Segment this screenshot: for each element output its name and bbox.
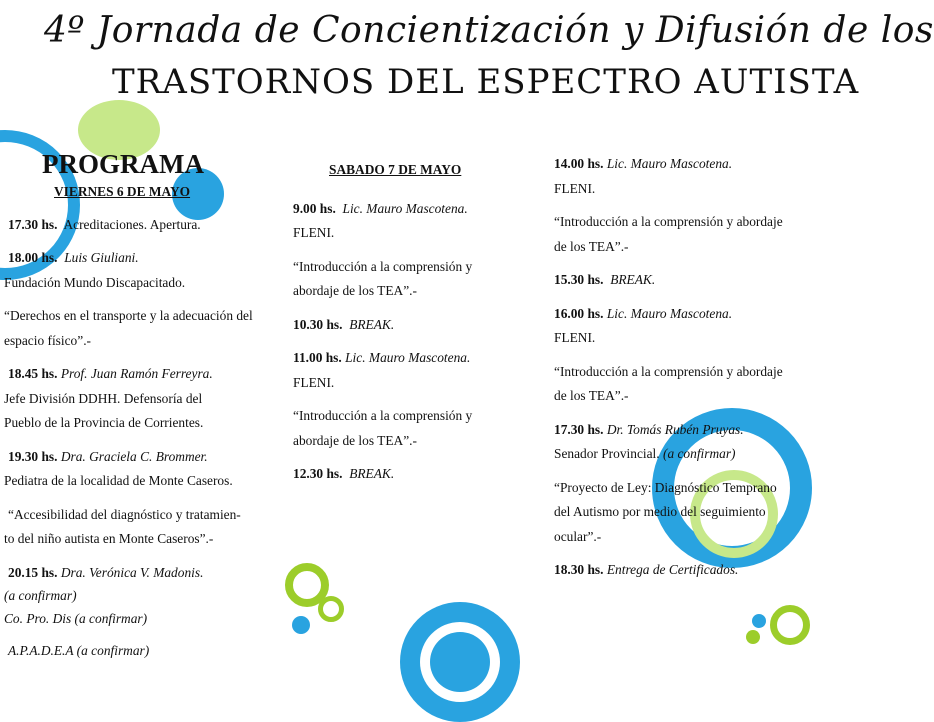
- page-title-line2: TRASTORNOS DEL ESPECTRO AUTISTA: [112, 62, 860, 102]
- day-heading-viernes: VIERNES 6 DE MAYO: [54, 184, 191, 199]
- list-item: “Introducción a la comprensión y abordaje de los TEA”.-: [293, 408, 473, 448]
- decor-circle-mid-green-small: [318, 596, 344, 622]
- decor-circle-bottom-right-blue: [752, 614, 766, 628]
- list-item: 18.45 hs. Prof. Juan Ramón Ferreyra. Jefe División DDHH. Defensoría del Pueblo de la Provincia de Corrientes.: [4, 366, 213, 430]
- column-sabado: [293, 158, 503, 496]
- programa-heading: PROGRAMA: [42, 149, 204, 179]
- list-item: A.P.A.D.E.A (a confirmar): [8, 642, 150, 658]
- list-item: 15.30 hs. BREAK.: [554, 272, 656, 287]
- list-item: “Introducción a la comprensión y abordaje de los TEA”.-: [293, 258, 473, 298]
- decor-circle-bottom-blue-core: [430, 632, 490, 692]
- list-item: “Accesibilidad del diagnóstico y tratamien- to del niño autista en Monte Caseros”.-: [4, 506, 241, 546]
- list-item: “Derechos en el transporte y la adecuación del espacio físico”.-: [4, 308, 253, 348]
- list-item: 18.00 hs. Luis Giuliani. Fundación Mundo Discapacitado.: [4, 250, 186, 290]
- list-item: 16.00 hs. Lic. Mauro Mascotena. FLENI.: [554, 305, 733, 345]
- day-heading-sabado: SABADO 7 DE MAYO: [329, 162, 462, 177]
- list-item: 9.00 hs. Lic. Mauro Mascotena. FLENI.: [293, 200, 468, 240]
- list-item: “Introducción a la comprensión y abordaje de los TEA”.-: [554, 214, 783, 254]
- list-item: 18.30 hs. Entrega de Certificados.: [554, 562, 739, 577]
- column-viernes: [4, 148, 262, 672]
- column-sabado-tarde: [554, 152, 786, 592]
- list-item: 10.30 hs. BREAK.: [293, 316, 395, 332]
- list-item: 14.00 hs. Lic. Mauro Mascotena. FLENI.: [554, 156, 733, 196]
- list-item: 17.30 hs. Acreditaciones. Apertura.: [8, 216, 201, 232]
- list-item: 20.15 hs. Dra. Verónica V. Madonis. (a confirmar) Co. Pro. Dis (a confirmar): [4, 564, 204, 626]
- list-item: “Introducción a la comprensión y abordaje de los TEA”.-: [554, 363, 783, 403]
- list-item: 19.30 hs. Dra. Graciela C. Brommer. Pediatra de la localidad de Monte Caseros.: [4, 448, 233, 488]
- list-item: “Proyecto de Ley: Diagnóstico Temprano del Autismo por medio del seguimiento ocular”.-: [554, 479, 777, 544]
- list-item: 11.00 hs. Lic. Mauro Mascotena. FLENI.: [293, 350, 471, 390]
- decor-circle-bottom-right-green-small: [746, 630, 760, 644]
- decor-circle-bottom-right-green: [770, 605, 810, 645]
- list-item: 17.30 hs. Dr. Tomás Rubén Pruyas. Senador Provincial. (a confirmar): [554, 421, 744, 461]
- page-title-line1: 4º Jornada de Concientización y Difusión de los: [44, 10, 934, 51]
- decor-circle-mid-blue-small: [292, 616, 310, 634]
- list-item: 12.30 hs. BREAK.: [293, 466, 395, 481]
